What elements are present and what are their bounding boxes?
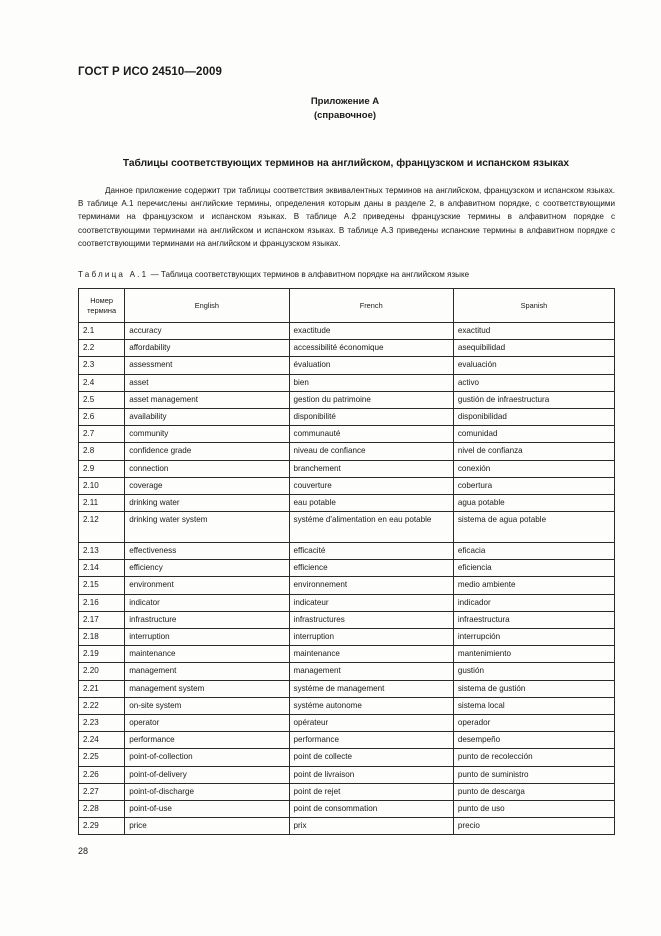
- cell-english: point-of-collection: [125, 749, 289, 766]
- cell-term-number: 2.5: [79, 391, 125, 408]
- table-row: [79, 732, 615, 749]
- cell-english: on-site system: [125, 697, 289, 714]
- cell-term-number: 2.29: [79, 818, 125, 835]
- cell-french: gestion du patrimoine: [289, 391, 453, 408]
- annex-heading: [0, 95, 661, 123]
- cell-english: management system: [125, 680, 289, 697]
- header-spanish: Spanish: [453, 289, 614, 323]
- table-row: [79, 800, 615, 817]
- table-row: [79, 783, 615, 800]
- cell-english: price: [125, 818, 289, 835]
- cell-english: efficiency: [125, 560, 289, 577]
- table-row: [79, 697, 615, 714]
- cell-term-number: 2.19: [79, 646, 125, 663]
- cell-french: accessibilité économique: [289, 340, 453, 357]
- cell-term-number: 2.1: [79, 323, 125, 340]
- cell-term-number: 2.20: [79, 663, 125, 680]
- cell-spanish: gustión de infraestructura: [453, 391, 614, 408]
- cell-english: point-of-delivery: [125, 766, 289, 783]
- table-row: [79, 460, 615, 477]
- cell-spanish: punto de descarga: [453, 783, 614, 800]
- cell-english: confidence grade: [125, 443, 289, 460]
- cell-term-number: 2.22: [79, 697, 125, 714]
- cell-spanish: nivel de confianza: [453, 443, 614, 460]
- cell-term-number: 2.28: [79, 800, 125, 817]
- cell-spanish: eficacia: [453, 543, 614, 560]
- table-row: [79, 408, 615, 425]
- table-row: [79, 714, 615, 731]
- cell-term-number: 2.2: [79, 340, 125, 357]
- table-row: [79, 391, 615, 408]
- cell-term-number: 2.6: [79, 408, 125, 425]
- table-row: [79, 749, 615, 766]
- cell-spanish: punto de recolección: [453, 749, 614, 766]
- cell-english: asset: [125, 374, 289, 391]
- header-term-number-line1: Номер: [90, 295, 113, 305]
- page-number: 28: [78, 846, 89, 856]
- cell-spanish: desempeño: [453, 732, 614, 749]
- section-title: Таблицы соответствующих терминов на английском, французском и испанском языках: [122, 158, 570, 169]
- cell-spanish: medio ambiente: [453, 577, 614, 594]
- cell-spanish: punto de suministro: [453, 766, 614, 783]
- cell-french: disponibilité: [289, 408, 453, 425]
- cell-english: indicator: [125, 594, 289, 611]
- cell-french: management: [289, 663, 453, 680]
- cell-spanish: cobertura: [453, 477, 614, 494]
- cell-english: environment: [125, 577, 289, 594]
- cell-english: asset management: [125, 391, 289, 408]
- cell-french: niveau de confiance: [289, 443, 453, 460]
- cell-term-number: 2.14: [79, 560, 125, 577]
- cell-spanish: disponibilidad: [453, 408, 614, 425]
- cell-french: infrastructures: [289, 611, 453, 628]
- cell-spanish: evaluación: [453, 357, 614, 374]
- terms-table-header: [79, 289, 615, 323]
- cell-english: effectiveness: [125, 543, 289, 560]
- annex-subtitle: (справочное): [313, 110, 377, 121]
- table-row: [79, 357, 615, 374]
- cell-term-number: 2.21: [79, 680, 125, 697]
- cell-french: prix: [289, 818, 453, 835]
- cell-spanish: comunidad: [453, 426, 614, 443]
- cell-term-number: 2.18: [79, 629, 125, 646]
- cell-french: maintenance: [289, 646, 453, 663]
- table-row: [79, 663, 615, 680]
- table-row: [79, 374, 615, 391]
- cell-english: affordability: [125, 340, 289, 357]
- cell-spanish: mantenimiento: [453, 646, 614, 663]
- table-row: [79, 818, 615, 835]
- cell-french: interruption: [289, 629, 453, 646]
- cell-english: performance: [125, 732, 289, 749]
- table-caption-label: Таблица А.1: [78, 270, 149, 279]
- cell-spanish: punto de uso: [453, 800, 614, 817]
- header-row: [79, 289, 615, 323]
- cell-french: systéme autonome: [289, 697, 453, 714]
- cell-french: environnement: [289, 577, 453, 594]
- cell-french: point de consommation: [289, 800, 453, 817]
- cell-spanish: agua potable: [453, 494, 614, 511]
- cell-term-number: 2.11: [79, 494, 125, 511]
- header-french: French: [289, 289, 453, 323]
- cell-english: operator: [125, 714, 289, 731]
- cell-english: coverage: [125, 477, 289, 494]
- table-row: [79, 494, 615, 511]
- cell-term-number: 2.26: [79, 766, 125, 783]
- cell-spanish: conexión: [453, 460, 614, 477]
- cell-french: systéme d'alimentation en eau potable: [289, 512, 453, 543]
- table-row: [79, 426, 615, 443]
- cell-spanish: infraestructura: [453, 611, 614, 628]
- cell-english: interruption: [125, 629, 289, 646]
- table-row: [79, 512, 615, 543]
- cell-french: efficience: [289, 560, 453, 577]
- cell-term-number: 2.13: [79, 543, 125, 560]
- cell-term-number: 2.27: [79, 783, 125, 800]
- cell-english: drinking water: [125, 494, 289, 511]
- table-row: [79, 323, 615, 340]
- cell-english: accuracy: [125, 323, 289, 340]
- cell-spanish: activo: [453, 374, 614, 391]
- table-row: [79, 594, 615, 611]
- table-row: [79, 477, 615, 494]
- cell-french: exactitude: [289, 323, 453, 340]
- cell-spanish: operador: [453, 714, 614, 731]
- cell-french: systéme de management: [289, 680, 453, 697]
- cell-english: drinking water system: [125, 512, 289, 543]
- cell-english: point-of-discharge: [125, 783, 289, 800]
- cell-spanish: sistema de gustión: [453, 680, 614, 697]
- cell-french: bien: [289, 374, 453, 391]
- cell-term-number: 2.7: [79, 426, 125, 443]
- table-row: [79, 543, 615, 560]
- cell-french: indicateur: [289, 594, 453, 611]
- cell-spanish: exactitud: [453, 323, 614, 340]
- table-caption-text: — Таблица соответствующих терминов в алфавитном порядке на английском языке: [148, 270, 470, 279]
- terms-table-body: [79, 323, 615, 835]
- cell-english: maintenance: [125, 646, 289, 663]
- table-caption: [78, 270, 618, 279]
- cell-french: performance: [289, 732, 453, 749]
- terms-table: [78, 288, 615, 835]
- cell-english: connection: [125, 460, 289, 477]
- cell-french: couverture: [289, 477, 453, 494]
- header-term-number: [79, 289, 125, 323]
- cell-french: branchement: [289, 460, 453, 477]
- cell-french: point de livraison: [289, 766, 453, 783]
- cell-french: point de rejet: [289, 783, 453, 800]
- cell-french: évaluation: [289, 357, 453, 374]
- standard-header: ГОСТ Р ИСО 24510—2009: [78, 66, 223, 78]
- table-row: [79, 766, 615, 783]
- cell-english: assessment: [125, 357, 289, 374]
- cell-english: management: [125, 663, 289, 680]
- cell-french: eau potable: [289, 494, 453, 511]
- cell-english: infrastructure: [125, 611, 289, 628]
- table-row: [79, 629, 615, 646]
- intro-paragraph: Данное приложение содержит три таблицы соответствия эквивалентных терминов на английском, французском и испанском языках. В таблице А.1 перечислены английские термины, определения которым даны в разделе 2, в алфавитном порядке, с соответствующими терминами на французском и испанском языках. В таблице А.2 приведены французские термины в алфавитном порядке с соответствующими терминами на английском и испанском языках. В таблице А.3 приведены испанские термины в алфавитном порядке с соответствующими терминами на английском и французском языках.: [78, 186, 615, 248]
- table-row: [79, 340, 615, 357]
- cell-term-number: 2.24: [79, 732, 125, 749]
- cell-term-number: 2.4: [79, 374, 125, 391]
- cell-french: efficacité: [289, 543, 453, 560]
- cell-term-number: 2.10: [79, 477, 125, 494]
- cell-term-number: 2.25: [79, 749, 125, 766]
- cell-term-number: 2.17: [79, 611, 125, 628]
- annex-title: Приложение А: [310, 96, 380, 107]
- table-row: [79, 577, 615, 594]
- cell-spanish: precio: [453, 818, 614, 835]
- cell-term-number: 2.16: [79, 594, 125, 611]
- header-english: English: [125, 289, 289, 323]
- cell-term-number: 2.3: [79, 357, 125, 374]
- cell-term-number: 2.9: [79, 460, 125, 477]
- cell-spanish: gustión: [453, 663, 614, 680]
- cell-english: availability: [125, 408, 289, 425]
- cell-spanish: asequibilidad: [453, 340, 614, 357]
- table-row: [79, 560, 615, 577]
- cell-spanish: eficiencia: [453, 560, 614, 577]
- cell-term-number: 2.12: [79, 512, 125, 543]
- table-row: [79, 680, 615, 697]
- cell-spanish: sistema de agua potable: [453, 512, 614, 543]
- cell-spanish: interrupción: [453, 629, 614, 646]
- cell-spanish: indicador: [453, 594, 614, 611]
- cell-term-number: 2.8: [79, 443, 125, 460]
- cell-french: communauté: [289, 426, 453, 443]
- cell-french: opérateur: [289, 714, 453, 731]
- table-row: [79, 443, 615, 460]
- cell-spanish: sistema local: [453, 697, 614, 714]
- cell-french: point de collecte: [289, 749, 453, 766]
- cell-term-number: 2.15: [79, 577, 125, 594]
- cell-english: point-of-use: [125, 800, 289, 817]
- cell-english: community: [125, 426, 289, 443]
- cell-term-number: 2.23: [79, 714, 125, 731]
- table-row: [79, 646, 615, 663]
- header-term-number-line2: термина: [87, 305, 117, 315]
- table-row: [79, 611, 615, 628]
